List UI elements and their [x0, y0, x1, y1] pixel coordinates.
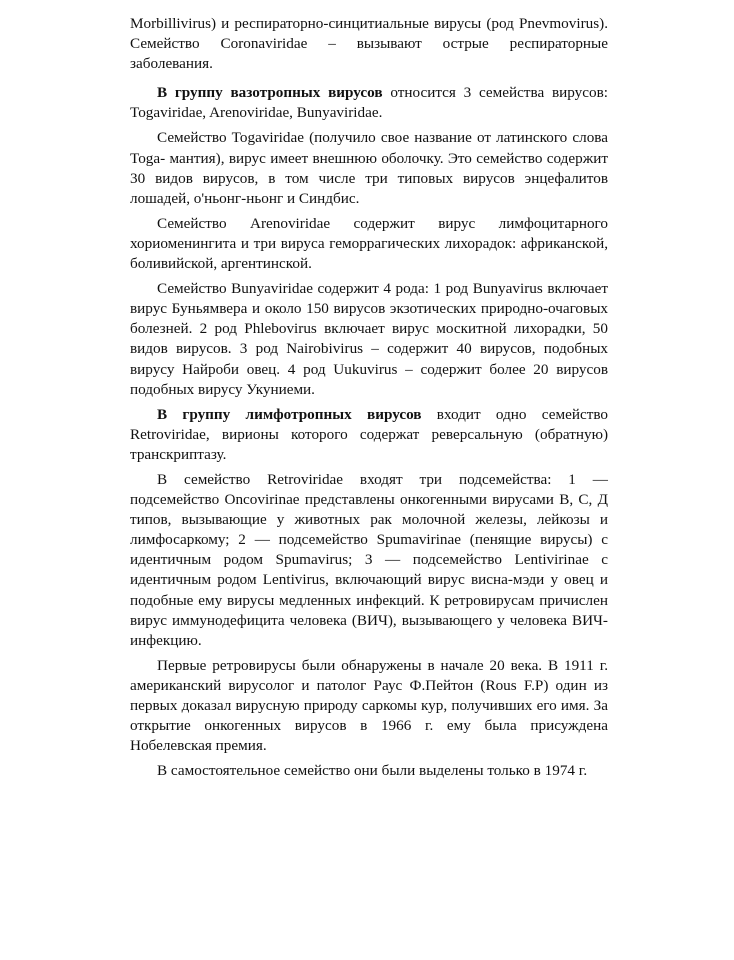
paragraph-text: Семейство Arenoviridae содержит вирус лимфоцитарного хориоменингита и три вируса геморрагических лихорадок: африканской, боливийской, аргентинской.	[130, 214, 608, 273]
paragraph-arenoviridae	[130, 214, 608, 274]
paragraph-bunyaviridae	[130, 279, 608, 400]
paragraph-text: В семейство Retroviridae входят три подсемейства: 1 — подсемейство Oncovirinae представлены онкогенными вирусами В, С, Д типов, вызывающие у животных рак молочной железы, лейкозы и лимфосаркому; 2 — подсемейство Spumavirinae (пенящие вирусы) с идентичным родом Spumavirus; 3 — подсемейство Lentivirinae с идентичным родом Lentivirus, включающий вирус висна-мэди у овец и подобные ему вирусы медленных инфекций. К ретровирусам причислен вирус иммунодефицита человека (ВИЧ), вызывающего у человека ВИЧ-инфекцию.	[130, 470, 608, 649]
paragraph-text: В самостоятельное семейство они были выделены только в 1974 г.	[157, 762, 588, 780]
paragraph-text: относится 3 семейства вирусов: Togaviridae, Arenoviridae, Bunyaviridae.	[130, 84, 609, 122]
paragraph-vasotropic-group	[130, 83, 608, 123]
paragraph-text: Семейство Bunyaviridae содержит 4 рода: 1 род Bunyavirus включает вирус Буньямвера и около 150 вирусов экзотических природно-очаговых болезней. 2 род Phlebovirus включает вирус москитной лихорадки, 50 видов вирусов. 3 род Nairobivirus – содержит 40 вирусов, подобных вирусу Найроби овец. 4 род Uukuvirus – содержит более 20 вирусов подобных вирусу Укуниеми.	[130, 280, 608, 398]
paragraph-togaviridae	[130, 128, 608, 208]
document-page	[130, 14, 608, 786]
paragraph-lead: В группу вазотропных вирусов	[157, 84, 383, 102]
paragraph-continuation	[130, 14, 608, 74]
paragraph-text: Morbillivirus) и респираторно-синцитиальные вирусы (род Pnevmovirus). Семейство Coronaviridae – вызывают острые респираторные заболевания.	[130, 15, 608, 73]
paragraph-text: входит одно семейство Retroviridae, вирионы которого содержат ревeрсальную (обратную) транскриптазу.	[130, 405, 608, 463]
paragraph-text: Первые ретровирусы были обнаружены в начале 20 века. В 1911 г. американский вирусолог и патолог Раус Ф.Пейтон (Rous F.P) один из первых доказал вирусную природу саркомы кур, получивших его имя. За открытие онкогенных вирусов в 1966 г. ему была присуждена Нобелевская премия.	[130, 656, 608, 755]
paragraph-retroviridae	[130, 470, 608, 651]
paragraph-family-1974	[130, 761, 608, 781]
paragraph-lead: В группу лимфотропных вирусов	[157, 405, 422, 423]
paragraph-first-retroviruses	[130, 656, 608, 756]
paragraph-text: Семейство Togaviridae (получило свое название от латинского слова Toga- мантия), вирус имеет внешнюю оболочку. Это семейство содержит 30 видов вирусов, в том числе три типовых вирусов энцефалитов лошадей, о'ньонг-ньонг и Синдбис.	[130, 129, 608, 207]
paragraph-lymphotropic-group	[130, 405, 608, 465]
